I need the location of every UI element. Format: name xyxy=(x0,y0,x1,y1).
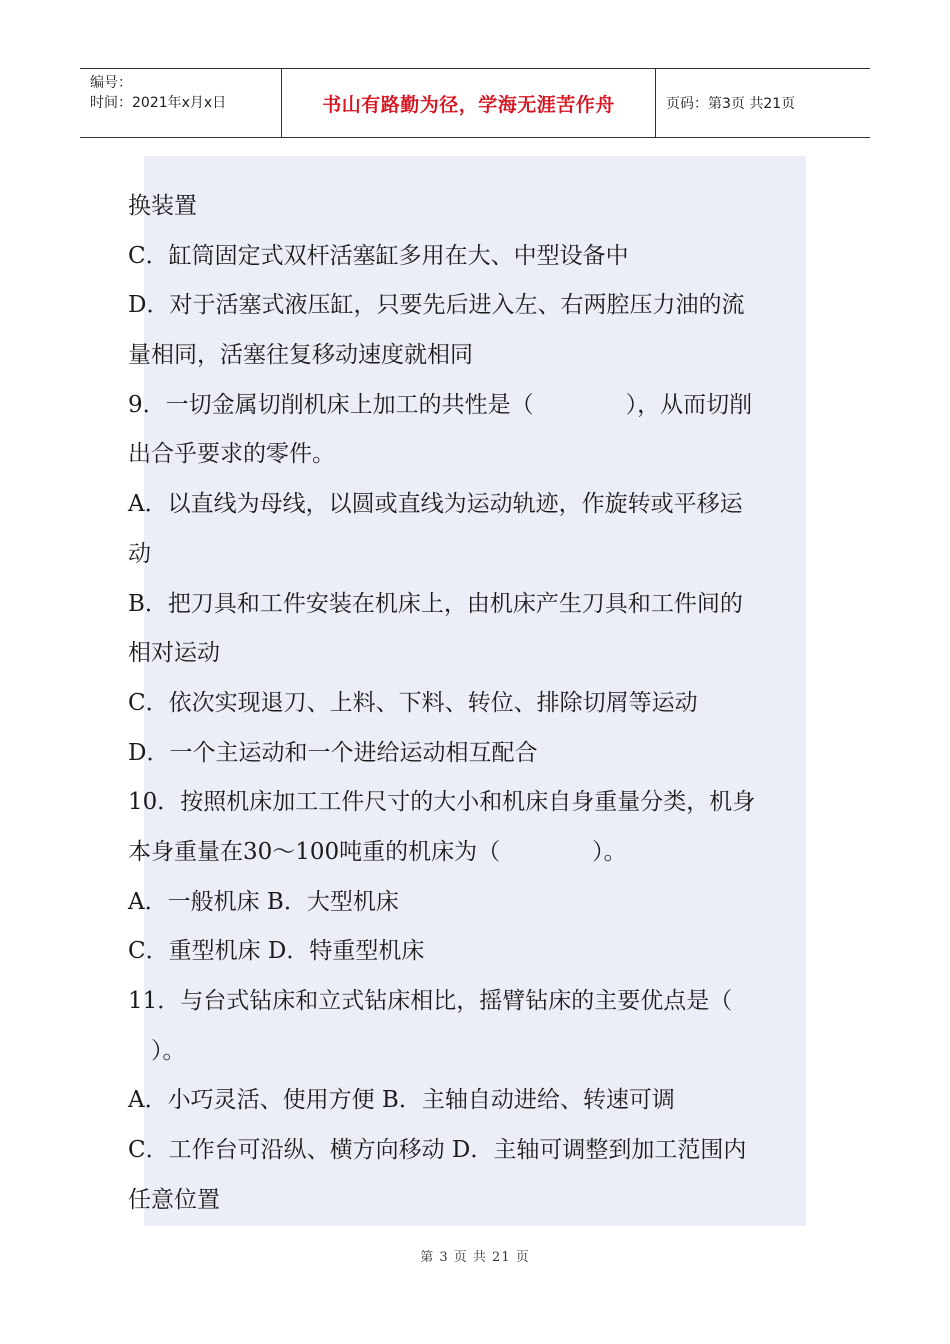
option-line: C．重型机床 D．特重型机床 xyxy=(128,938,425,965)
option-line: A．一般机床 B．大型机床 xyxy=(128,888,399,915)
question-line: 11．与台式钻床和立式钻床相比，摇臂钻床的主要优点是（ xyxy=(128,988,733,1014)
text-line: 动 xyxy=(128,540,151,567)
question-line: 10．按照机床加工工件尺寸的大小和机床自身重量分类，机身 xyxy=(128,789,756,816)
option-line: A．小巧灵活、使用方便 B．主轴自动进给、转速可调 xyxy=(128,1087,675,1114)
text-line: C．缸筒固定式双杆活塞缸多用在大、中型设备中 xyxy=(128,242,629,269)
text-line: ）。 xyxy=(128,1037,186,1064)
page-footer: 第 3 页 共 21 页 xyxy=(420,1250,530,1265)
text-line: 量相同，活塞往复移动速度就相同 xyxy=(128,342,473,369)
text-line: 任意位置 xyxy=(128,1186,220,1213)
header-motto: 书山有路勤为径，学海无涯苦作舟 xyxy=(282,69,656,137)
document-number-label: 编号： xyxy=(90,75,132,91)
question-line: 9．一切金属切削机床上加工的共性是（ ），从而切削 xyxy=(128,391,753,418)
header-info-cell xyxy=(80,69,282,137)
page-header xyxy=(80,68,870,138)
option-line: D．一个主运动和一个进给运动相互配合 xyxy=(128,739,538,766)
text-line: 换装置 xyxy=(128,193,197,219)
text-line: 相对运动 xyxy=(128,640,220,667)
document-date: 时间：2021年x月x日 xyxy=(90,95,227,111)
option-line: A．以直线为母线，以圆或直线为运动轨迹，作旋转或平移运 xyxy=(128,491,743,518)
option-line: B．把刀具和工件安装在机床上，由机床产生刀具和工件间的 xyxy=(128,590,743,617)
option-line: C．依次实现退刀、上料、下料、转位、排除切屑等运动 xyxy=(128,689,698,716)
document-body xyxy=(128,182,828,1225)
text-line: 出合乎要求的零件。 xyxy=(128,441,335,468)
header-page-info: 页码：第3页 共21页 xyxy=(666,96,796,112)
text-line: 本身重量在30～100吨重的机床为（ ）。 xyxy=(128,838,627,865)
text-line: D．对于活塞式液压缸，只要先后进入左、右两腔压力油的流 xyxy=(128,292,745,319)
option-line: C．工作台可沿纵、横方向移动 D．主轴可调整到加工范围内 xyxy=(128,1137,747,1164)
